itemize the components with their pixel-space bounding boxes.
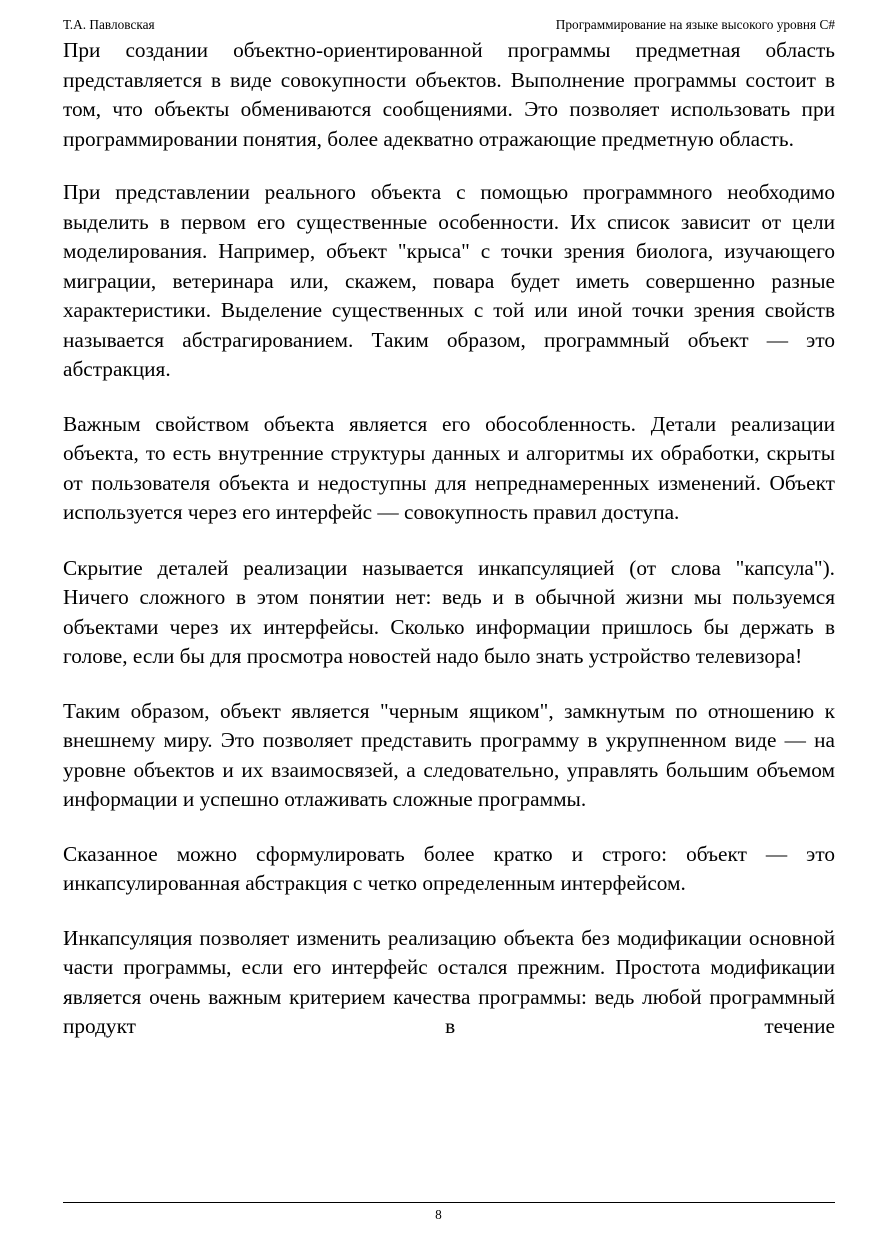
paragraph-1: При создании объектно-ориентированной программы предметная область представляется в виде совокупности объектов. Выполнение программы состоит в том, что объекты обмениваются сообщениями. Это позволяет использовать при программировании понятия, более адекватно отражающие предметную область. xyxy=(63,38,835,151)
footer-divider xyxy=(63,1202,835,1203)
page-number: 8 xyxy=(435,1207,442,1222)
paragraph-6: Сказанное можно сформулировать более кратко и строго: объект — это инкапсулированная абстракция с четко определенным интерфейсом. xyxy=(63,841,835,895)
body-text xyxy=(63,36,835,1042)
paragraph-3: Важным свойством объекта является его обособленность. Детали реализации объекта, то есть внутренние структуры данных и алгоритмы их обработки, скрыты от пользователя объекта и недоступны для непреднамеренных изменений. Объект используется через его интерфейс — совокупность правил доступа. xyxy=(63,411,835,524)
header-book-title: Программирование на языке высокого уровня C# xyxy=(555,17,835,32)
paragraph-2: При представлении реального объекта с помощью программного необходимо выделить в первом его существенные особенности. Их список зависит от цели моделирования. Например, объект "крыса" с точки зрения биолога, изучающего миграции, ветеринара или, скажем, повара будет иметь совершенно разные характеристики. Выделение существенных с той или иной точки зрения свойств называется абстрагированием. Таким образом, программный объект — это абстракция. xyxy=(63,180,835,381)
paragraph-4: Скрытие деталей реализации называется инкапсуляцией (от слова "капсула"). Ничего сложного в этом понятии нет: ведь и в обычной жизни мы пользуемся объектами через их интерфейсы. Сколько информации пришлось бы держать в голове, если бы для просмотра новостей надо было знать устройство телевизора! xyxy=(63,555,835,668)
page-header xyxy=(63,15,835,35)
paragraph-5: Таким образом, объект является "черным ящиком", замкнутым по отношению к внешнему миру. Это позволяет представить программу в укрупненном виде — на уровне объектов и их взаимосвязей, а следовательно, управлять большим объемом информации и успешно отлаживать сложные программы. xyxy=(63,698,835,811)
paragraph-7: Инкапсуляция позволяет изменить реализацию объекта без модификации основной части программы, если его интерфейс остался прежним. Простота модификации является очень важным критерием качества программы: ведь любой программный продукт в течение xyxy=(63,925,835,1038)
header-author: Т.А. Павловская xyxy=(63,17,155,32)
